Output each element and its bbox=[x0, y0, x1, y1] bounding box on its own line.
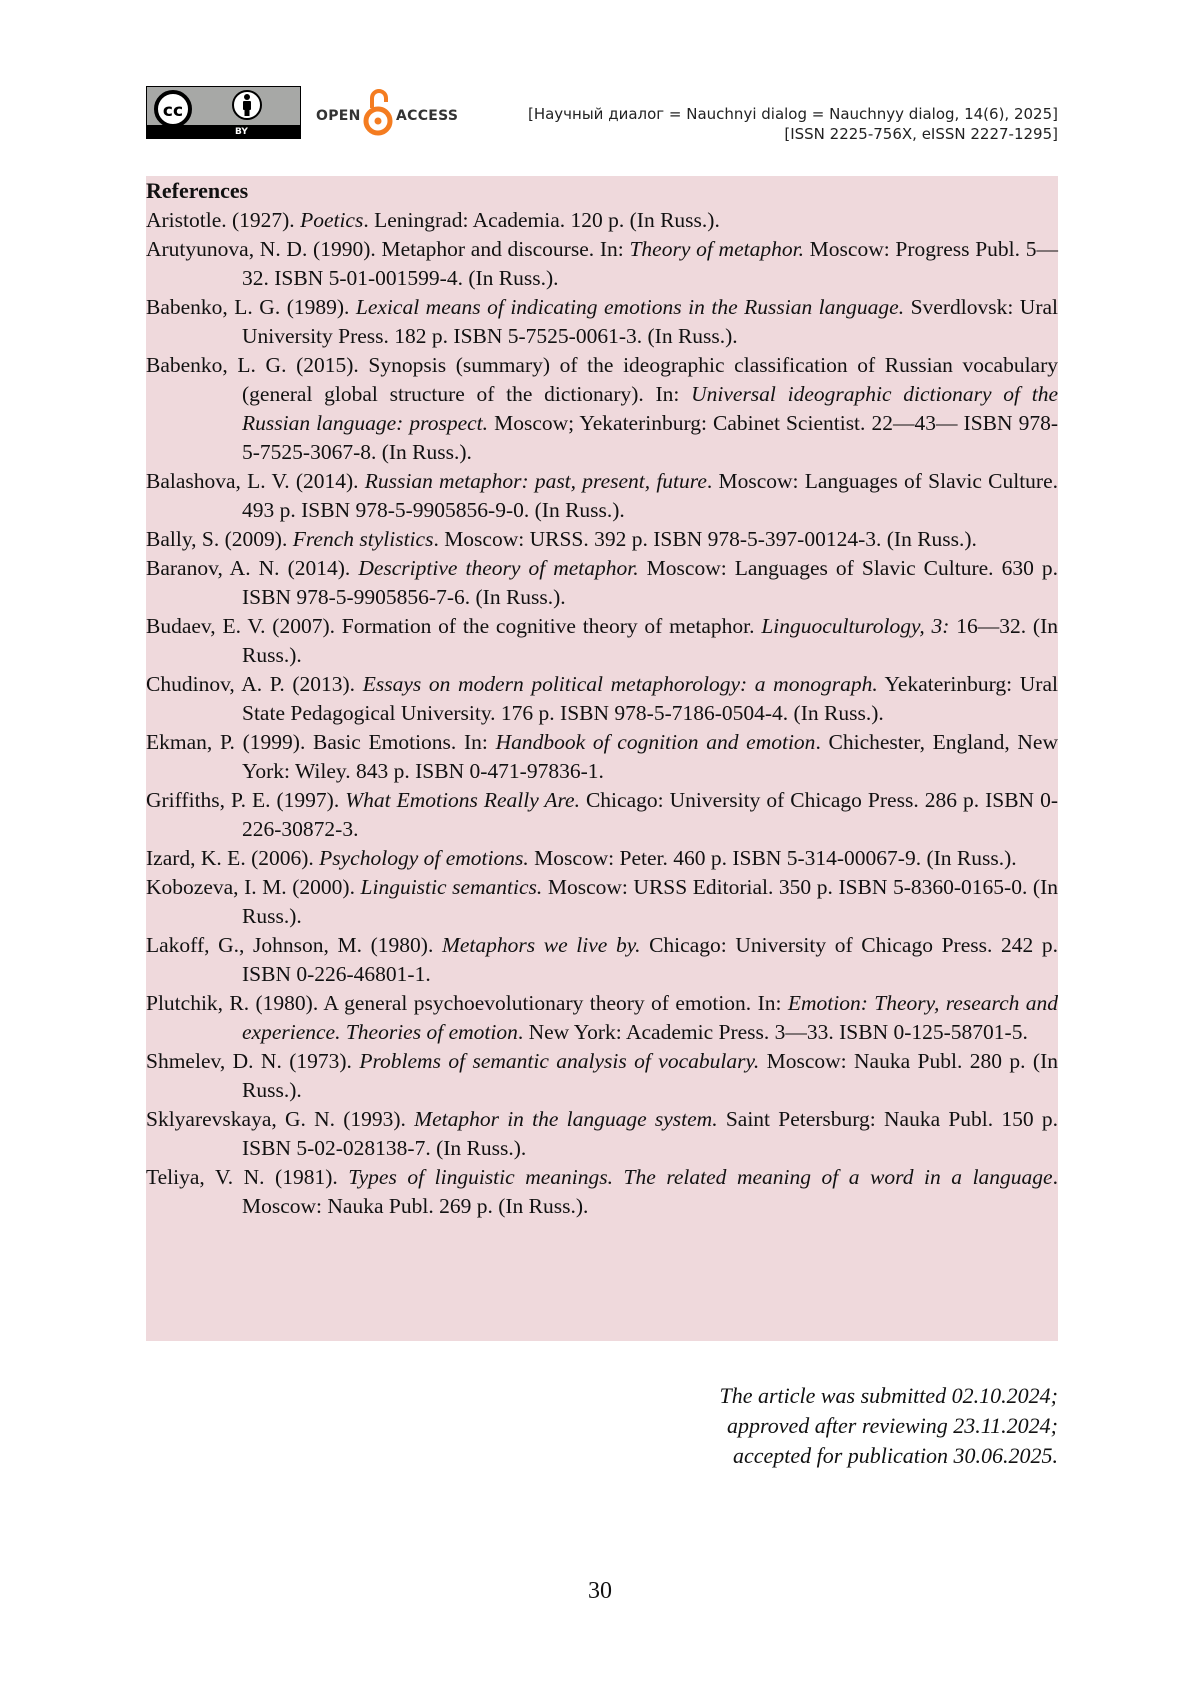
reference-item: Baranov, A. N. (2014). Descriptive theory of metaphor. Moscow: Languages of Slavic Culture. 630 p. ISBN 978-5-9905856-7-6. (In Russ.). bbox=[146, 556, 1058, 609]
reference-item: Kobozeva, I. M. (2000). Linguistic semantics. Moscow: URSS Editorial. 350 p. ISBN 5-8360-0165-0. (In Russ.). bbox=[146, 875, 1058, 928]
reference-item: Chudinov, A. P. (2013). Essays on modern political metaphorology: a monograph. Yekaterinburg: Ural State Pedagogical University. 176 p. ISBN 978-5-7186-0504-4. (In Russ.). bbox=[146, 672, 1058, 725]
reference-list bbox=[146, 206, 1058, 1221]
reference-item: Arutyunova, N. D. (1990). Metaphor and discourse. In: Theory of metaphor. Moscow: Progress Publ. 5—32. ISBN 5-01-001599-4. (In Russ.). bbox=[146, 237, 1058, 290]
reference-item: Lakoff, G., Johnson, M. (1980). Metaphors we live by. Chicago: University of Chicago Press. 242 p. ISBN 0-226-46801-1. bbox=[146, 933, 1058, 986]
reference-item: Balashova, L. V. (2014). Russian metaphor: past, present, future. Moscow: Languages of Slavic Culture. 493 p. ISBN 978-5-9905856-9-0. (In Russ.). bbox=[146, 469, 1058, 522]
cc-by-label: BY bbox=[235, 127, 248, 137]
reference-item: Teliya, V. N. (1981). Types of linguistic meanings. The related meaning of a word in a language. Moscow: Nauka Publ. 269 p. (In Russ.). bbox=[146, 1165, 1058, 1218]
reference-item: Shmelev, D. N. (1973). Problems of semantic analysis of vocabulary. Moscow: Nauka Publ. 280 p. (In Russ.). bbox=[146, 1049, 1058, 1102]
cc-icon bbox=[151, 89, 201, 129]
reference-item: Babenko, L. G. (1989). Lexical means of indicating emotions in the Russian language. Sverdlovsk: Ural University Press. 182 p. ISBN 5-7525-0061-3. (In Russ.). bbox=[146, 295, 1058, 348]
open-access-access-text: ACCESS bbox=[396, 108, 459, 124]
submitted-date: The article was submitted 02.10.2024; bbox=[719, 1383, 1058, 1408]
reference-item: Griffiths, P. E. (1997). What Emotions Really Are. Chicago: University of Chicago Press. 286 p. ISBN 0-226-30872-3. bbox=[146, 788, 1058, 841]
reference-item: Ekman, P. (1999). Basic Emotions. In: Handbook of cognition and emotion. Chichester, England, New York: Wiley. 843 p. ISBN 0-471-97836-1. bbox=[146, 730, 1058, 783]
accepted-date: accepted for publication 30.06.2025. bbox=[732, 1443, 1058, 1468]
approved-date: approved after reviewing 23.11.2024; bbox=[727, 1413, 1058, 1438]
reference-item: Sklyarevskaya, G. N. (1993). Metaphor in the language system. Saint Petersburg: Nauka Publ. 150 p. ISBN 5-02-028138-7. (In Russ.). bbox=[146, 1107, 1058, 1160]
reference-item: Bally, S. (2009). French stylistics. Moscow: URSS. 392 p. ISBN 978-5-397-00124-3. (In Russ.). bbox=[146, 527, 977, 551]
reference-item: Izard, K. E. (2006). Psychology of emotions. Moscow: Peter. 460 p. ISBN 5-314-00067-9. (In Russ.). bbox=[146, 846, 1017, 870]
references-section bbox=[146, 176, 1058, 1341]
references-heading: References bbox=[146, 178, 249, 203]
open-access-open-text: OPEN bbox=[316, 108, 361, 124]
journal-issn: [ISSN 2225-756X, eISSN 2227-1295] bbox=[784, 125, 1058, 143]
page-number: 30 bbox=[588, 1578, 612, 1604]
cc-badge-strip bbox=[147, 125, 300, 138]
open-access-logo bbox=[316, 86, 459, 138]
journal-citation: [Научный диалог = Nauchnyi dialog = Nauchnyy dialog, 14(6), 2025] bbox=[527, 105, 1058, 123]
journal-header bbox=[528, 104, 1058, 144]
svg-text:cc: cc bbox=[162, 101, 184, 121]
cc-by-license-badge bbox=[146, 86, 301, 139]
reference-item: Plutchik, R. (1980). A general psychoevolutionary theory of emotion. In: Emotion: Theory, research and experience. Theories of emotion. New York: Academic Press. 3—33. ISBN 0-125-58701-5. bbox=[146, 991, 1058, 1044]
reference-item: Aristotle. (1927). Poetics. Leningrad: Academia. 120 p. (In Russ.). bbox=[146, 208, 720, 232]
reference-item: Babenko, L. G. (2015). Synopsis (summary) of the ideographic classification of Russian vocabulary (general global structure of the dictionary). In: Universal ideographic dictionary of the Russian language: prospect. Moscow; Yekaterinburg: Cabinet Scientist. 22—43— ISBN 978-5-7525-3067-8. (In Russ.). bbox=[146, 353, 1058, 464]
article-dates bbox=[719, 1381, 1058, 1471]
open-access-lock-icon bbox=[362, 86, 394, 138]
attribution-person-icon bbox=[227, 88, 267, 128]
reference-item: Budaev, E. V. (2007). Formation of the cognitive theory of metaphor. Linguoculturology, 3: 16—32. (In Russ.). bbox=[146, 614, 1059, 667]
